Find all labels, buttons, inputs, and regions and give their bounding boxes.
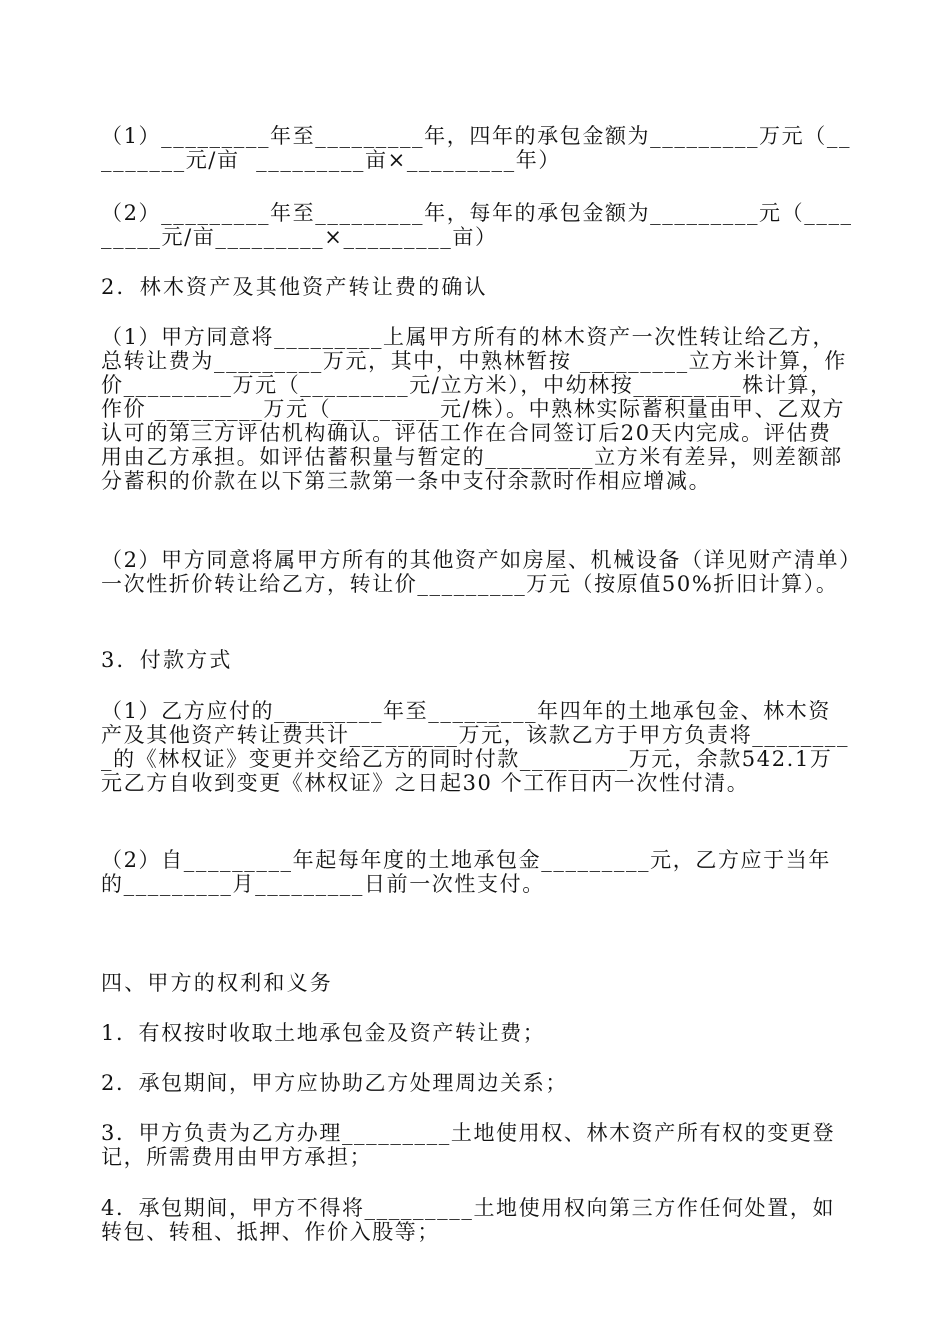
- clause-forest-asset-transfer: （1）甲方同意将_________上属甲方所有的林木资产一次性转让给乙方，总转让费为_________万元，其中，中熟林暂按 _________立方米计算，作价_________万元（_________元/立方米），中幼林按_________株计算，作价 _________万元（_________元/株）。中熟林实际蓄积量由甲、乙双方认可的第三方评估机构确认。评估工作在合同签订后20天内完成。评估费用由乙方承担。如评估蓄积量与暂定的_________立方米有差异，则差额部分蓄积的价款在以下第三款第一条中支付余款时作相应增减。: [101, 325, 847, 493]
- list-item-collect-fees: 1．有权按时收取土地承包金及资产转让费；: [101, 1021, 546, 1045]
- section-heading-forest-assets: 2．林木资产及其他资产转让费的确认: [101, 275, 488, 299]
- list-item-no-disposal: 4．承包期间，甲方不得将_________土地使用权向第三方作任何处置，如转包、转租、抵押、作价入股等；: [101, 1196, 836, 1244]
- clause-payment-total: （1）乙方应付的_________年至_________年四年的土地承包金、林木资产及其他资产转让费共计_________万元，该款乙方于甲方负责将_________的《林权证》变更并交给乙方的同时付款_________万元，余款542.1万元乙方自收到变更《林权证》之日起30 个工作日内一次性付清。: [101, 699, 850, 795]
- section-heading-party-a-rights: 四、甲方的权利和义务: [101, 971, 333, 995]
- list-item-registration: 3．甲方负责为乙方办理_________土地使用权、林木资产所有权的变更登记，所需费用由甲方承担；: [101, 1121, 836, 1169]
- clause-annual-rent: （2）自_________年起每年度的土地承包金_________元，乙方应于当年的_________月_________日前一次性支付。: [101, 848, 831, 896]
- clause-other-asset-transfer: （2）甲方同意将属甲方所有的其他资产如房屋、机械设备（详见财产清单）一次性折价转让给乙方，转让价_________万元（按原值50%折旧计算）。: [101, 548, 852, 596]
- section-heading-payment-method: 3．付款方式: [101, 648, 233, 672]
- clause-payment-four-years: （1）_________年至_________年，四年的承包金额为_________万元（_________元/亩 _________亩×_________年）: [101, 124, 852, 172]
- list-item-assist-relations: 2．承包期间，甲方应协助乙方处理周边关系；: [101, 1071, 568, 1095]
- clause-payment-yearly: （2）_________年至_________年，每年的承包金额为_________元（_________元/亩_________×_________亩）: [101, 201, 853, 249]
